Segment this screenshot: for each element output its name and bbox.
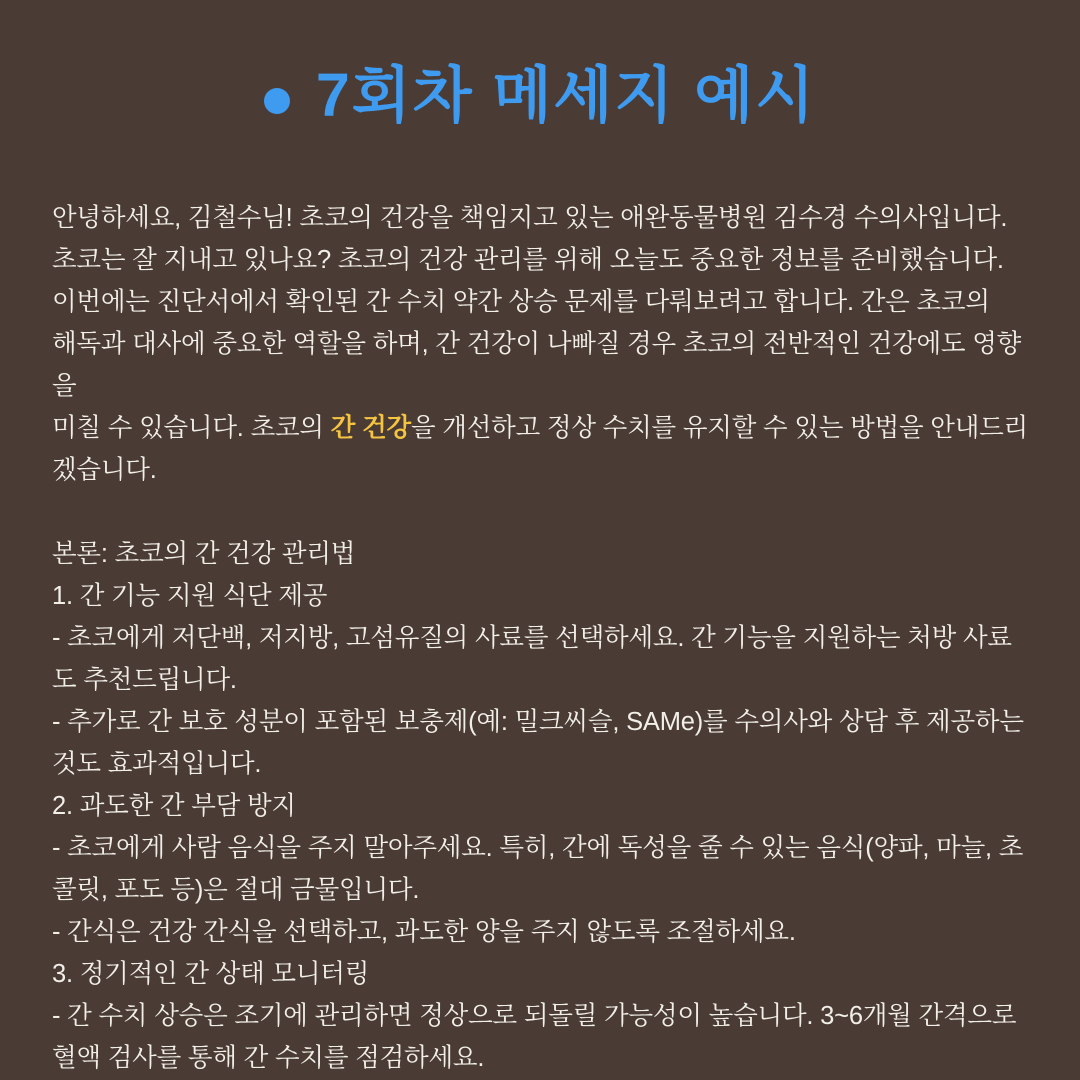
- list-item: 혈액 검사를 통해 간 수치를 점검하세요.: [52, 1044, 485, 1073]
- intro-line-6: 겠습니다.: [52, 456, 157, 485]
- list-item: 2. 과도한 간 부담 방지: [52, 792, 296, 821]
- intro-line-5: [52, 407, 1028, 449]
- section-title: 본론: 초코의 간 건강 관리법: [52, 540, 356, 569]
- list-item: 3. 정기적인 간 상태 모니터링: [52, 960, 370, 989]
- intro-highlight-prefix: 미칠 수 있습니다. 초코의: [52, 414, 331, 443]
- list-item: - 초코에게 저단백, 저지방, 고섬유질의 사료를 선택하세요. 간 기능을 지원하는 처방 사료: [52, 624, 1012, 653]
- list-item: - 간 수치 상승은 조기에 관리하면 정상으로 되돌릴 가능성이 높습니다. 3~6개월 간격으로: [52, 1002, 1017, 1031]
- intro-line-2: 초코는 잘 지내고 있나요? 초코의 건강 관리를 위해 오늘도 중요한 정보를 준비했습니다.: [52, 246, 1004, 275]
- intro-line-3: 이번에는 진단서에서 확인된 간 수치 약간 상승 문제를 다뤄보려고 합니다. 간은 초코의: [52, 288, 990, 317]
- intro-line-4: 해독과 대사에 중요한 역할을 하며, 간 건강이 나빠질 경우 초코의 전반적인 건강에도 영향을: [52, 330, 1022, 401]
- list-item: 1. 간 기능 지원 식단 제공: [52, 582, 328, 611]
- list-item: 것도 효과적입니다.: [52, 750, 262, 779]
- intro-line-1: 안녕하세요, 김철수님! 초코의 건강을 책임지고 있는 애완동물병원 김수경 수의사입니다.: [52, 204, 1008, 233]
- list-item: - 추가로 간 보호 성분이 포함된 보충제(예: 밀크씨슬, SAMe)를 수의사와 상담 후 제공하는: [52, 708, 1024, 737]
- bullet-dot-icon: [264, 88, 290, 114]
- liver-health-highlight: 간 건강: [330, 414, 411, 443]
- page-title: 7회차 메세지 예시: [315, 61, 817, 129]
- paragraph-spacer: [52, 491, 1028, 533]
- intro-highlight-suffix: 을 개선하고 정상 수치를 유지할 수 있는 방법을 안내드리: [410, 414, 1028, 443]
- list-item: 도 추천드립니다.: [52, 666, 237, 695]
- list-item: 콜릿, 포도 등)은 절대 금물입니다.: [52, 876, 420, 905]
- list-item: - 간식은 건강 간식을 선택하고, 과도한 양을 주지 않도록 조절하세요.: [52, 918, 796, 947]
- list-item: - 초코에게 사람 음식을 주지 말아주세요. 특히, 간에 독성을 줄 수 있는 음식(양파, 마늘, 초: [52, 834, 1024, 863]
- page-title-row: [52, 0, 1028, 139]
- message-body: [52, 197, 1028, 1079]
